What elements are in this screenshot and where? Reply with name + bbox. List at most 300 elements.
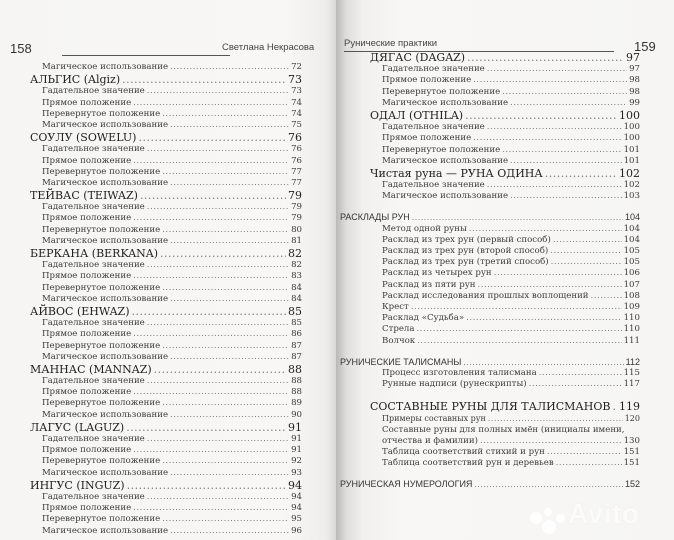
entry-title: АЙВОС (EHWAZ) [30,304,130,318]
entry-page-number: 82 [291,260,302,271]
dot-leader [488,413,623,424]
toc-entry [30,178,302,189]
entry-page-number: 93 [291,467,302,478]
toc-entry [370,246,640,257]
toc-entry [370,379,640,390]
entry-page-number: 79 [291,213,302,224]
running-title: Светлана Некрасова [222,42,315,53]
toc-section-entry [340,357,640,368]
entry-page-number: 90 [291,409,302,420]
entry-title: Гадательное значение [42,318,145,329]
dot-leader [133,213,289,224]
entry-page-number: 104 [623,234,640,245]
toc-entry [30,492,302,503]
entry-title: Прямое положение [42,503,132,514]
dot-leader [473,133,621,144]
toc-entry [30,283,302,294]
dot-leader [553,235,622,246]
entry-page-number: 97 [626,51,640,64]
entry-title: Рунные надписи (рунескрипты) [382,379,527,390]
entry-title: Магическое использование [382,155,509,166]
toc-entry [30,109,302,120]
toc-entry [30,456,302,467]
entry-title: Магическое использование [42,409,169,420]
entry-page-number: 105 [623,246,640,256]
dot-leader [170,120,289,131]
dot-leader [133,445,289,456]
dot-leader [466,313,621,324]
entry-title: Магическое использование [42,351,169,362]
entry-page-number: 77 [291,177,302,188]
entry-title: Магическое использование [382,191,509,202]
entry-page-number: 151 [623,447,640,457]
entry-page-number: 74 [291,97,302,108]
toc-entry [370,313,640,324]
toc-entry [370,257,640,268]
toc-entry [370,122,640,133]
entry-title: Гадательное значение [42,376,145,387]
dot-leader [162,398,289,409]
dot-leader [147,318,289,329]
entry-title: Прямое положение [42,271,132,282]
watermark-text: Avito [568,498,640,529]
entry-page-number: 110 [623,313,640,324]
dot-leader [478,280,622,291]
toc-entry-continued: Составные руны для полных имён (инициалы имени, [382,424,625,435]
entry-title: Перевернутое положение [42,108,161,119]
toc-entry [30,98,302,109]
entry-page-number: 76 [288,131,302,145]
dot-leader [147,144,289,155]
toc-chapter-entry [30,479,302,492]
entry-title: РАСКЛАДЫ РУН [340,212,410,223]
dot-leader [133,503,289,514]
dot-leader [474,479,623,490]
dot-leader [147,434,289,445]
header-rule [62,55,230,56]
dot-leader [412,212,623,223]
entry-title: ЛАГУС (LAGUZ) [30,420,125,434]
dot-leader [162,456,289,467]
entry-page-number: 107 [623,279,640,290]
entry-title: Стрела [382,324,415,335]
toc-section-entry [340,212,640,223]
entry-page-number: 88 [291,387,302,398]
entry-page-number: 96 [291,525,302,536]
entry-page-number: 119 [619,400,640,414]
entry-page-number: 80 [291,224,302,235]
dot-leader [170,62,289,73]
entry-page-number: 117 [623,379,640,390]
toc-entry [30,120,302,131]
dot-leader [133,387,289,398]
toc-entry [30,398,302,409]
dot-leader [417,336,621,347]
entry-page-number: 91 [288,420,302,434]
entry-page-number: 85 [288,304,302,318]
toc-entry [30,225,302,236]
dot-leader [162,167,289,178]
dot-leader [133,98,289,109]
dot-leader [147,86,289,97]
toc-entry [30,329,302,340]
toc-entry [30,410,302,421]
entry-page-number: 72 [291,62,302,72]
toc-chapter-entry [370,51,640,64]
toc-entry [30,341,302,352]
toc-entry [30,318,302,329]
entry-page-number: 84 [291,282,302,293]
toc-entry [370,145,640,156]
toc-section-entry [340,479,640,490]
dot-leader [551,257,622,268]
toc-entry [370,224,640,235]
toc-entry [30,202,302,213]
entry-page-number: 106 [623,268,640,279]
toc-chapter-entry [30,73,302,86]
entry-page-number: 152 [624,479,640,490]
entry-page-number: 79 [291,202,302,213]
toc-entry [30,62,302,73]
toc-chapter-entry [30,131,302,144]
toc-entry [370,413,640,424]
entry-title: Гадательное значение [382,180,485,191]
entry-page-number: 104 [624,212,640,223]
entry-title: Гадательное значение [42,202,145,213]
entry-title: Перевернутое положение [42,340,161,351]
entry-page-number: 86 [291,329,302,340]
toc-entry [370,447,640,458]
entry-page-number: 94 [291,491,302,502]
entry-title: Перевернутое положение [382,86,501,97]
entry-page-number: 151 [623,458,640,469]
dot-leader [591,291,622,302]
entry-title: ИНГУС (INGUZ) [30,478,125,492]
toc-chapter-entry [30,305,302,318]
bleed-through-imprint [400,460,600,469]
entry-page-number: 79 [288,189,302,203]
entry-page-number: 108 [623,290,640,301]
dot-leader [487,64,627,75]
dot-leader [162,514,289,525]
dot-leader [487,122,622,133]
entry-title: Волчок [382,335,416,346]
entry-page-number: 102 [619,166,640,180]
entry-title: РУНИЧЕСКИЕ ТАЛИСМАНЫ [340,356,462,367]
toc-list-right [340,51,640,491]
entry-page-number: 88 [288,362,302,376]
dot-leader [162,283,289,294]
dot-leader [480,436,622,447]
toc-entry [30,503,302,514]
entry-page-number: 97 [629,64,640,75]
section-gap [370,202,640,212]
toc-entry [370,291,640,302]
toc-chapter-entry [370,109,640,122]
entry-page-number: 120 [624,414,640,424]
toc-entry [30,271,302,282]
toc-list-left [30,62,302,537]
entry-page-number: 112 [625,356,640,367]
entry-title: Процесс изготовления талисмана [382,367,537,378]
dot-leader [170,468,289,479]
dot-leader [469,224,622,235]
dot-leader [170,236,289,247]
entry-page-number: 85 [291,318,302,329]
entry-title: Гадательное значение [42,86,145,97]
entry-title: Гадательное значение [382,64,485,75]
toc-entry [30,260,302,271]
dot-leader [502,87,627,98]
entry-page-number: 111 [623,335,640,346]
dot-leader [547,447,622,458]
dot-leader [147,202,289,213]
toc-entry [30,156,302,167]
dot-leader [133,271,289,282]
dot-leader [170,294,289,305]
dot-leader [162,109,289,120]
entry-page-number: 76 [291,155,302,166]
section-gap [370,390,640,400]
dot-leader [510,98,627,109]
entry-page-number: 110 [623,324,640,335]
dot-leader [417,324,622,335]
entry-page-number: 109 [623,301,640,312]
section-gap [370,347,640,357]
entry-title: Перевернутое положение [42,282,161,293]
toc-entry [370,324,640,335]
entry-page-number: 98 [629,75,640,86]
entry-page-number: 101 [623,144,640,155]
toc-entry [370,133,640,144]
dot-leader [510,191,622,202]
entry-title: Чистая руна — РУНА ОДИНА [370,166,543,180]
toc-chapter-entry [30,421,302,434]
toc-entry [30,445,302,456]
entry-title: Магическое использование [42,525,169,536]
entry-title: СОСТАВНЫЕ РУНЫ ДЛЯ ТАЛИСМАНОВ [370,400,611,414]
dot-leader [133,329,289,340]
dot-leader [126,421,286,434]
entry-page-number: 87 [291,340,302,351]
toc-entry [30,514,302,525]
dot-leader [463,357,623,368]
entry-title: Гадательное значение [42,491,145,502]
dot-leader [539,368,622,379]
toc-entry [370,235,640,246]
dot-leader [494,268,622,279]
dot-leader [487,180,622,191]
entry-page-number: 81 [291,235,302,246]
entry-title: Таблица соответствий стихий и рун [382,447,545,457]
entry-title: Прямое положение [42,213,132,224]
toc-entry [370,436,640,447]
entry-title: Перевернутое положение [42,224,161,235]
entry-title: Метод одной руны [382,223,467,234]
entry-title: РУНИЧЕСКАЯ НУМЕРОЛОГИЯ [340,479,473,490]
entry-page-number: 88 [291,376,302,387]
entry-title: Магическое использование [42,119,169,130]
entry-page-number: 115 [623,367,640,378]
dot-leader [154,363,286,376]
toc-chapter-entry [370,400,640,413]
dot-leader [510,156,622,167]
entry-page-number: 103 [623,191,640,202]
entry-page-number: 99 [629,97,640,108]
entry-title: Гадательное значение [42,144,145,155]
toc-entry [370,280,640,291]
dot-leader [170,410,289,421]
entry-page-number: 100 [619,108,640,122]
entry-title: Перевернутое положение [42,398,161,409]
entry-page-number: 92 [291,456,302,467]
entry-title: Перевернутое положение [42,514,161,525]
toc-entry [30,294,302,305]
toc-chapter-entry [30,363,302,376]
dot-leader [147,260,289,271]
avito-logo-icon [528,506,568,536]
dot-leader [162,225,289,236]
toc-entry [370,75,640,86]
dot-leader [529,379,622,390]
entry-title: Гадательное значение [382,122,485,133]
entry-title: БЕРКАНА (BERKANA) [30,247,159,260]
toc-entry [370,191,640,202]
toc-chapter-entry [370,167,640,180]
toc-entry [30,236,302,247]
entry-page-number: 95 [291,514,302,525]
entry-title: Прямое положение [42,329,132,340]
entry-title: Прямое положение [382,75,472,86]
dot-leader [411,302,622,313]
toc-entry [370,64,640,75]
entry-title: Магическое использование [42,235,169,246]
toc-entry [370,156,640,167]
entry-title: Прямое положение [382,133,472,144]
dot-leader [127,479,286,492]
toc-entry [30,167,302,178]
entry-page-number: 73 [291,86,302,97]
toc-entry [30,468,302,479]
page-number: 159 [634,39,656,54]
dot-leader [140,189,286,202]
toc-entry [30,86,302,97]
entry-title: МАННАС (MANNAZ) [30,362,152,376]
entry-title: Прямое положение [42,97,132,108]
entry-page-number: 73 [288,73,302,87]
entry-page-number: 87 [291,351,302,362]
entry-page-number: 75 [291,119,302,130]
entry-title: Расклад исследования прошлых воплощений [382,290,589,301]
entry-title: Расклад из трех рун (второй способ) [382,246,549,256]
dot-leader [160,247,286,260]
dot-leader [502,145,621,156]
dot-leader [133,156,289,167]
toc-entry [30,376,302,387]
entry-title: ДЯГАС (DAGAZ) [370,51,466,64]
dot-leader [545,167,617,180]
entry-title: Перевернутое положение [382,144,501,155]
toc-entry [370,368,640,379]
toc-entry [30,352,302,363]
toc-entry [370,87,640,98]
dot-leader [147,492,289,503]
entry-title: ОДАЛ (OTHILA) [370,108,464,122]
entry-title: Магическое использование [42,467,169,478]
entry-title: Прямое положение [42,387,132,398]
toc-entry [30,213,302,224]
entry-title: Магическое использование [42,177,169,188]
entry-title: АЛЬГИС (Algiz) [30,73,121,87]
entry-title: Расклад из четырех рун [382,268,492,279]
toc-entry [30,144,302,155]
dot-leader [170,352,289,363]
entry-page-number: 84 [291,293,302,304]
entry-title: Перевернутое положение [42,456,161,467]
dot-leader [170,526,289,537]
entry-title: Магическое использование [42,293,169,304]
dot-leader [612,400,617,413]
entry-title: Расклад «Судьба» [382,313,465,324]
dot-leader [132,305,287,318]
entry-page-number: 74 [291,108,302,119]
entry-page-number: 101 [623,155,640,166]
dot-leader [138,131,286,144]
dot-leader [473,75,627,86]
entry-page-number: 102 [623,180,640,191]
entry-page-number: 83 [291,271,302,282]
toc-entry [30,526,302,537]
entry-title: Прямое положение [42,155,132,166]
entry-page-number: 98 [629,86,640,97]
dot-leader [170,178,289,189]
toc-entry [30,387,302,398]
entry-page-number: 89 [291,398,302,409]
dot-leader [465,109,617,122]
entry-title: Магическое использование [42,62,169,72]
section-gap [370,469,640,479]
toc-entry [370,336,640,347]
entry-page-number: 104 [623,223,640,234]
entry-title: отчества и фамилии) [382,435,478,446]
toc-entry [370,302,640,313]
entry-title: Гадательное значение [42,260,145,271]
entry-page-number: 77 [291,166,302,177]
entry-page-number: 94 [291,503,302,514]
entry-title: Расклад из трех рун (первый способ) [382,234,551,245]
entry-page-number: 130 [623,435,640,446]
entry-page-number: 94 [288,478,302,492]
dot-leader [162,341,289,352]
entry-page-number: 76 [291,144,302,155]
toc-chapter-entry [30,247,302,260]
dot-leader [147,376,289,387]
entry-title: Расклад из трех рун (третий способ) [382,257,549,268]
toc-entry [30,434,302,445]
entry-title: Расклад из пяти рун [382,279,476,290]
entry-page-number: 82 [288,247,302,260]
dot-leader [550,246,621,257]
entry-title: Примеры составных рун [382,414,486,424]
entry-title: СОУЛУ (SOWELU) [30,131,137,145]
entry-title: Прямое положение [42,445,132,456]
dot-leader [467,51,624,64]
page-number: 158 [10,41,32,56]
toc-entry [370,180,640,191]
entry-title: Гадательное значение [42,434,145,444]
entry-title: ТЕЙВАС (TEIWAZ) [30,189,138,203]
entry-page-number: 91 [291,434,302,444]
